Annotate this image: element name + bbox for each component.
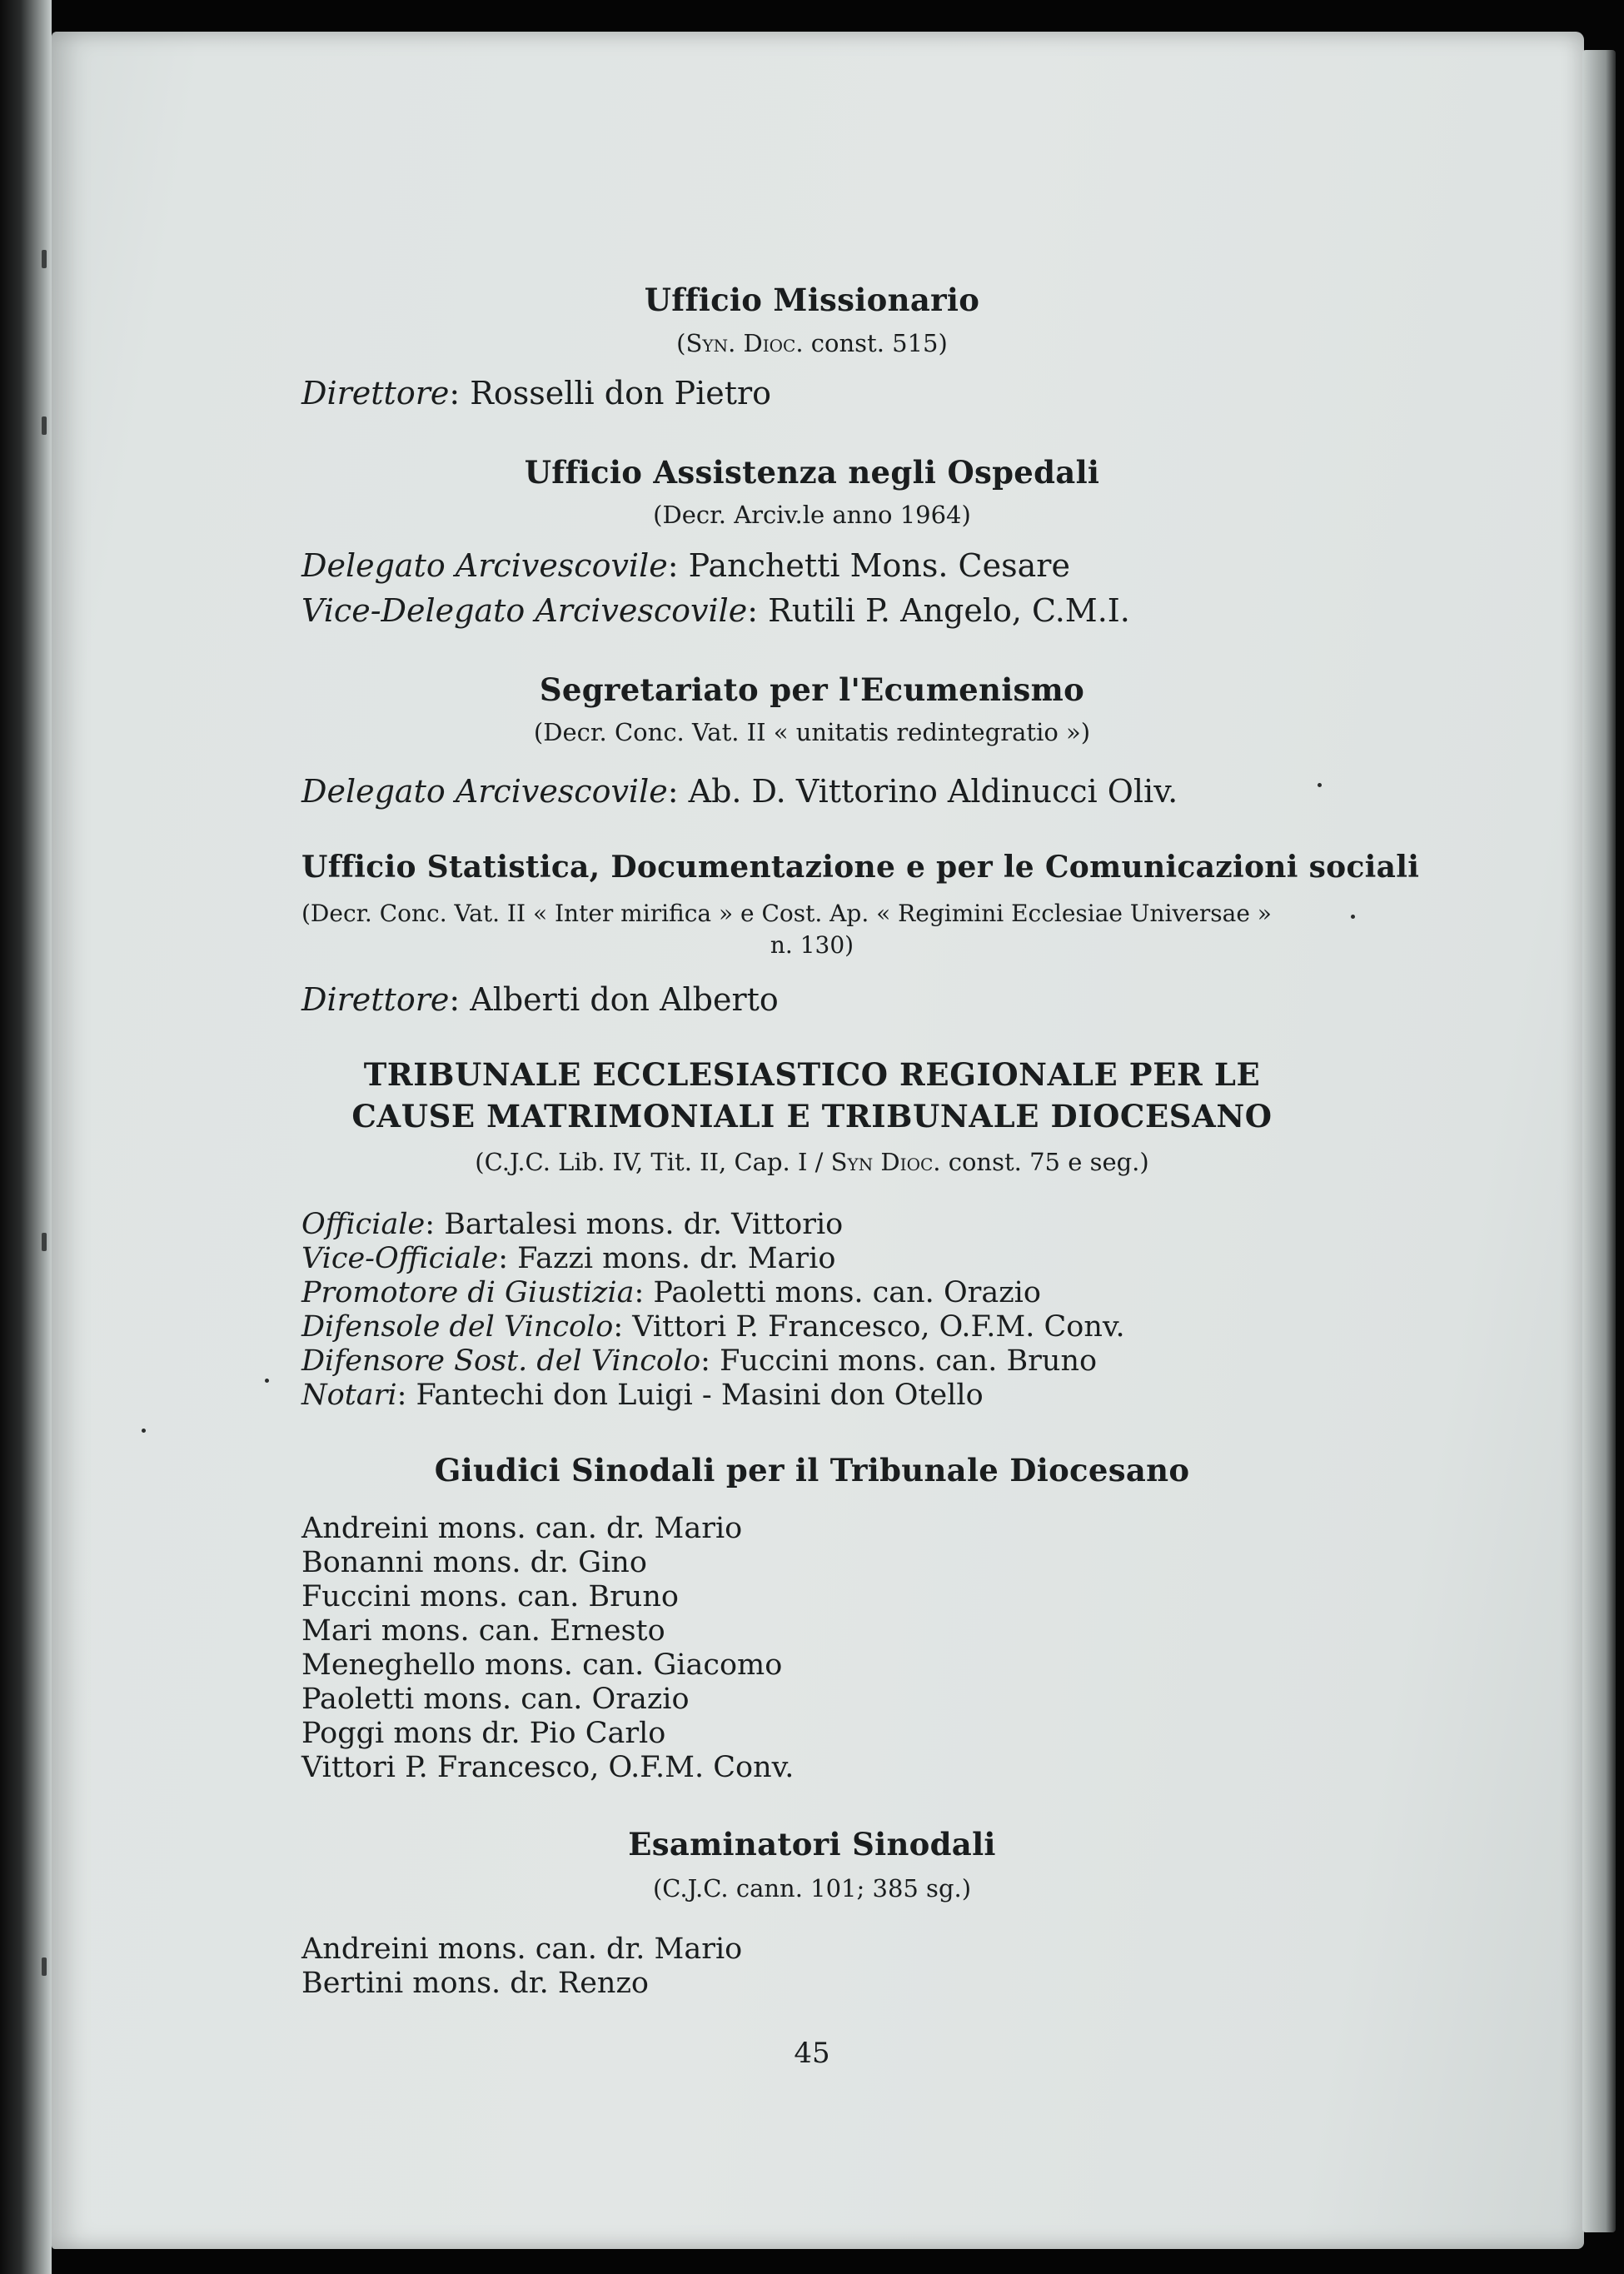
entry-line: Notari: Fantechi don Luigi - Masini don Otello (301, 1379, 984, 1412)
entry-line: Delegato Arcivescovile: Panchetti Mons. Cesare (301, 547, 1070, 584)
entry-name: Fuccini mons. can. Bruno (720, 1344, 1098, 1378)
entry-name: Panchetti Mons. Cesare (688, 547, 1070, 584)
entry-name: Rosselli don Pietro (470, 375, 772, 411)
entry-name: Fantechi don Luigi - Masini don Otello (416, 1379, 984, 1412)
entry-name: Rutili P. Angelo, C.M.I. (768, 592, 1130, 629)
name-line: Vittori P. Francesco, O.F.M. Conv. (301, 1751, 795, 1784)
entry-role: Promotore di Giustizia (301, 1276, 635, 1309)
entry-line: Promotore di Giustizia: Paoletti mons. can. Orazio (301, 1276, 1041, 1309)
section-title-statistica: Ufficio Statistica, Documentazione e per le Comunicazioni sociali (301, 850, 1420, 885)
section-ref-tribunale (0, 1148, 1624, 1176)
paper-speck (1318, 783, 1322, 787)
entry-role: Direttore (301, 981, 450, 1018)
entry-role: Officiale (301, 1208, 426, 1241)
name-line: Poggi mons dr. Pio Carlo (301, 1717, 666, 1750)
binding-stitch (42, 416, 47, 435)
entry-line: Direttore: Alberti don Alberto (301, 981, 779, 1018)
binding-stitch (42, 250, 47, 268)
section-title-tribunale-line1: TRIBUNALE ECCLESIASTICO REGIONALE PER LE (363, 1056, 1261, 1093)
name-line: Andreini mons. can. dr. Mario (301, 1932, 743, 1966)
section-ref-statistica-line1: (Decr. Conc. Vat. II « Inter mirifica » e Cost. Ap. « Regimini Ecclesiae Universae » (301, 900, 1272, 927)
name-line: Andreini mons. can. dr. Mario (301, 1512, 743, 1545)
entry-line: Difensore Sost. del Vincolo: Fuccini mons. can. Bruno (301, 1344, 1098, 1378)
ref-abbrev: Syn. Dioc. (685, 329, 804, 357)
entry-name: Vittori P. Francesco, O.F.M. Conv. (632, 1310, 1125, 1344)
section-ref-missionario: (Syn. Dioc. const. 515) (676, 329, 948, 357)
ref-rest: const. 515) (803, 329, 948, 357)
section-ref-statistica-line2: n. 130) (770, 931, 854, 959)
entry-role: Difensore Sost. del Vincolo (301, 1344, 701, 1378)
name-line: Bonanni mons. dr. Gino (301, 1546, 647, 1579)
entry-line: Difensole del Vincolo: Vittori P. Francesco, O.F.M. Conv. (301, 1310, 1125, 1344)
section-title-ospedali: Ufficio Assistenza negli Ospedali (524, 454, 1100, 491)
ref-part: const. 75 e seg.) (940, 1148, 1149, 1176)
entry-role: Vice-Officiale (301, 1242, 499, 1275)
section-ref-esaminatori: (C.J.C. cann. 101; 385 sg.) (652, 1874, 972, 1902)
entry-line: Vice-Officiale: Fazzi mons. dr. Mario (301, 1242, 836, 1275)
section-ref-ospedali: (Decr. Arciv.le anno 1964) (653, 501, 971, 529)
ref-part: (C.J.C. Lib. IV, Tit. II, Cap. I / (475, 1148, 831, 1176)
section-title-missionario: Ufficio Missionario (644, 282, 980, 318)
paper-speck (265, 1379, 269, 1383)
entry-line: Vice-Delegato Arcivescovile: Rutili P. Angelo, C.M.I. (301, 592, 1130, 629)
paper-speck (142, 1429, 146, 1433)
page-number: 45 (794, 2037, 830, 2070)
binding-stitch (42, 1957, 47, 1976)
entry-role: Difensole del Vincolo (301, 1310, 614, 1344)
name-line: Mari mons. can. Ernesto (301, 1614, 665, 1648)
name-line: Fuccini mons. can. Bruno (301, 1580, 679, 1613)
section-title-tribunale-line2: CAUSE MATRIMONIALI E TRIBUNALE DIOCESANO (351, 1098, 1273, 1135)
section-title-ecumenismo: Segretariato per l'Ecumenismo (539, 671, 1085, 708)
entry-role: Vice-Delegato Arcivescovile (301, 592, 748, 629)
paper-speck (1351, 915, 1355, 919)
name-line: Bertini mons. dr. Renzo (301, 1967, 649, 2000)
entry-role: Direttore (301, 375, 450, 411)
entry-line: Officiale: Bartalesi mons. dr. Vittorio (301, 1208, 844, 1241)
entry-name: Bartalesi mons. dr. Vittorio (444, 1208, 844, 1241)
entry-name: Fazzi mons. dr. Mario (517, 1242, 836, 1275)
entry-role: Delegato Arcivescovile (301, 547, 668, 584)
name-line: Paoletti mons. can. Orazio (301, 1683, 690, 1716)
ref-abbrev: Syn Dioc. (830, 1148, 941, 1176)
binding-stitch (42, 1233, 47, 1251)
page-edge (1582, 50, 1616, 2232)
entry-role: Notari (301, 1379, 397, 1412)
paper-sheet (52, 32, 1584, 2249)
entry-role: Delegato Arcivescovile (301, 773, 668, 810)
section-title-giudici: Giudici Sinodali per il Tribunale Diocesano (434, 1452, 1190, 1489)
entry-name: Alberti don Alberto (470, 981, 779, 1018)
section-title-esaminatori: Esaminatori Sinodali (628, 1826, 996, 1863)
section-ref-ecumenismo: (Decr. Conc. Vat. II « unitatis redintegratio ») (533, 718, 1091, 746)
entry-line: Direttore: Rosselli don Pietro (301, 375, 772, 411)
name-line: Meneghello mons. can. Giacomo (301, 1648, 783, 1682)
entry-name: Ab. D. Vittorino Aldinucci Oliv. (688, 773, 1178, 810)
entry-line: Delegato Arcivescovile: Ab. D. Vittorino Aldinucci Oliv. (301, 773, 1178, 810)
entry-name: Paoletti mons. can. Orazio (653, 1276, 1041, 1309)
